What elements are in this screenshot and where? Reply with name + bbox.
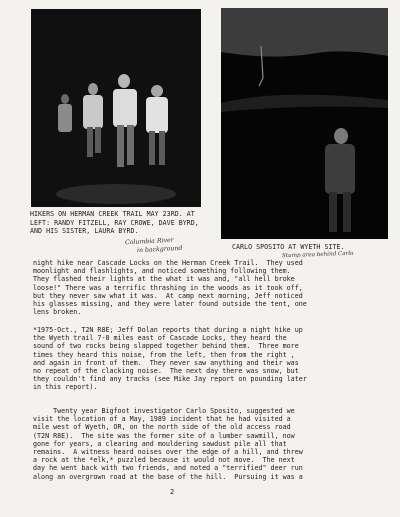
paragraph-2: *1975-Oct., T2N R8E; Jeff Dolan reports that during a night hike up the Wyeth trail 7-8 miles east of Cascade Locks, they heard the sound of two rocks being slapped together behind them. Three more times they heard this noise, from the left, then from the right , and again in front of them. They never saw anything and their was no repeat of the clacking noise. The next day there was snow, but they couldn't find any tracks (see Mike Jay report on pounding later in this report). xyxy=(33,326,307,392)
paragraph-3: Twenty year Bigfoot investigator Carlo Sposito, suggested we visit the location of a May, 1989 incident that he had visited a mile west of Wyeth, OR, on the north side of the old access road (T2N R8E). The site was the former site of a lumber sawmill, now gone for years, a clearing and mouldering sawdust pile all that remains. A witness heard noises over the edge of a hill, and threw a rock at the *elk,* puzzled because it would not move. The next day he went back with two friends, and noted a "terrified" deer run along an overgrown road at the base of the hill. Pursuing it was a xyxy=(33,407,303,481)
sposito-photo-graphic xyxy=(221,8,388,239)
hikers-photo-graphic xyxy=(31,9,201,207)
left-photo-caption: HIKERS ON HERMAN CREEK TRAIL MAY 23RD. AT LEFT: RANDY FITZELL, RAY CROWE, DAVE BYRD, AND HIS SISTER, LAURA BYRD. xyxy=(30,210,199,236)
hikers-photo xyxy=(31,9,201,207)
handwritten-note-right: Stump area behind Carlo xyxy=(281,250,354,260)
paragraph-1: night hike near Cascade Locks on the Herman Creek Trail. They used moonlight and flashlights, and noticed something following them. They flashed their lights at the what it was and, "all hell broke loose!" There was a terrific thrashing in the woods as it took off, but they never saw what it was. At camp next morning, Jeff noticed his glasses missing, and they were later found outside the tent, one lens broken. xyxy=(33,259,307,317)
handwritten-note-left: Columbia River xyxy=(124,236,174,247)
right-photo-caption: CARLO SPOSITO AT WYETH SITE. xyxy=(232,243,345,251)
sposito-photo xyxy=(221,8,388,239)
page-number: 2 xyxy=(170,488,175,496)
handwritten-note-left-2: in background xyxy=(136,244,183,255)
